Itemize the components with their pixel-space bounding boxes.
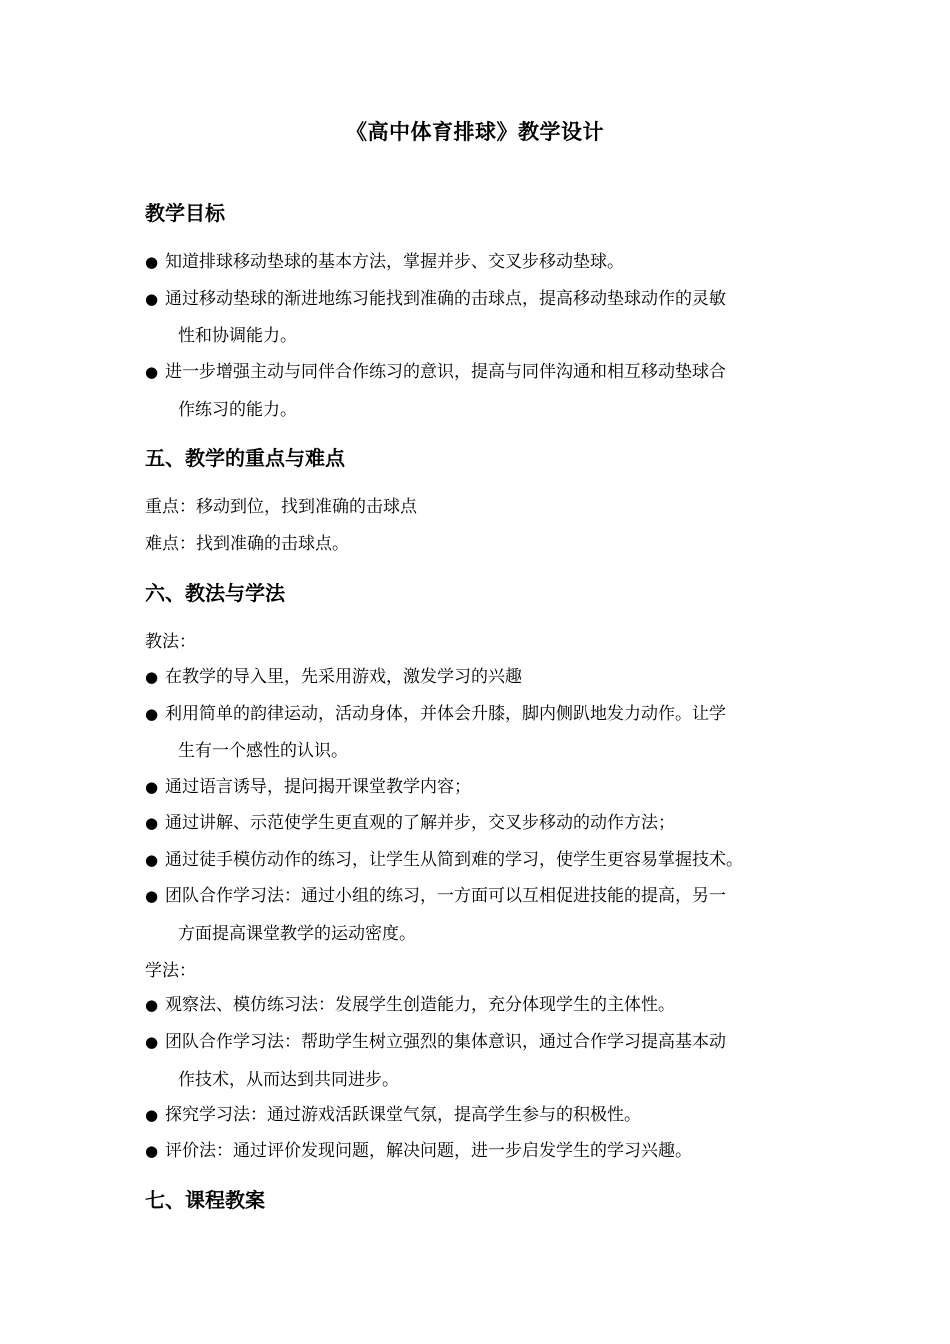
teach-item-4: ● 通过讲解、示范使学生更直观的了解并步，交叉步移动的动作方法； [145,813,675,833]
heading-key-difficult: 五、教学的重点与难点 [145,446,345,470]
difficult-point-line: 难点：找到准确的击球点。 [145,534,349,554]
heading-course-plan: 七、课程教案 [145,1188,265,1212]
goal-item-1: ● 知道排球移动垫球的基本方法，掌握并步、交叉步移动垫球。 [145,252,624,272]
document-title: 《高中体育排球》教学设计 [346,120,604,144]
bullet-icon: ● [145,705,159,723]
teach-item-3: ● 通过语言诱导，提问揭开课堂教学内容； [145,777,471,797]
heading-methods: 六、教法与学法 [145,581,285,605]
bullet-icon: ● [145,290,159,308]
bullet-icon: ● [145,1033,159,1051]
learn-item-3: ● 探究学习法：通过游戏活跃课堂气氛，提高学生参与的积极性。 [145,1105,641,1125]
bullet-icon: ● [145,668,159,686]
bullet-icon: ● [145,1142,159,1160]
teach-item-2: ● 利用简单的韵律运动，活动身体，并体会升膝，脚内侧趴地发力动作。让学 [145,704,726,724]
bullet-icon: ● [145,1106,159,1124]
learn-item-2-cont: 作技术，从而达到共同进步。 [178,1070,399,1090]
bullet-icon: ● [145,851,159,869]
bullet-icon: ● [145,253,159,271]
bullet-icon: ● [145,778,159,796]
learn-item-1: ● 观察法、模仿练习法：发展学生创造能力，充分体现学生的主体性。 [145,995,675,1015]
goal-item-3: ● 进一步增强主动与同伴合作练习的意识，提高与同伴沟通和相互移动垫球合 [145,362,726,382]
teach-item-6: ● 团队合作学习法：通过小组的练习，一方面可以互相促进技能的提高，另一 [145,886,726,906]
goal-item-2-cont: 性和协调能力。 [178,326,297,346]
bullet-icon: ● [145,363,159,381]
learn-item-4: ● 评价法：通过评价发现问题，解决问题，进一步启发学生的学习兴趣。 [145,1141,692,1161]
teach-label: 教法： [145,632,196,652]
goal-item-2: ● 通过移动垫球的渐进地练习能找到准确的击球点，提高移动垫球动作的灵敏 [145,289,726,309]
learn-label: 学法： [145,961,196,981]
teach-item-2-cont: 生有一个感性的认识。 [178,741,348,761]
bullet-icon: ● [145,996,159,1014]
goal-item-3-cont: 作练习的能力。 [178,400,297,420]
learn-item-2: ● 团队合作学习法：帮助学生树立强烈的集体意识，通过合作学习提高基本动 [145,1032,726,1052]
bullet-icon: ● [145,887,159,905]
teach-item-5: ● 通过徒手模仿动作的练习，让学生从简到难的学习，使学生更容易掌握技术。 [145,850,743,870]
heading-teaching-goals: 教学目标 [145,201,225,225]
key-point-line: 重点：移动到位，找到准确的击球点 [145,497,417,517]
teach-item-6-cont: 方面提高课堂教学的运动密度。 [178,924,416,944]
bullet-icon: ● [145,814,159,832]
teach-item-1: ● 在教学的导入里，先采用游戏，激发学习的兴趣 [145,667,522,687]
